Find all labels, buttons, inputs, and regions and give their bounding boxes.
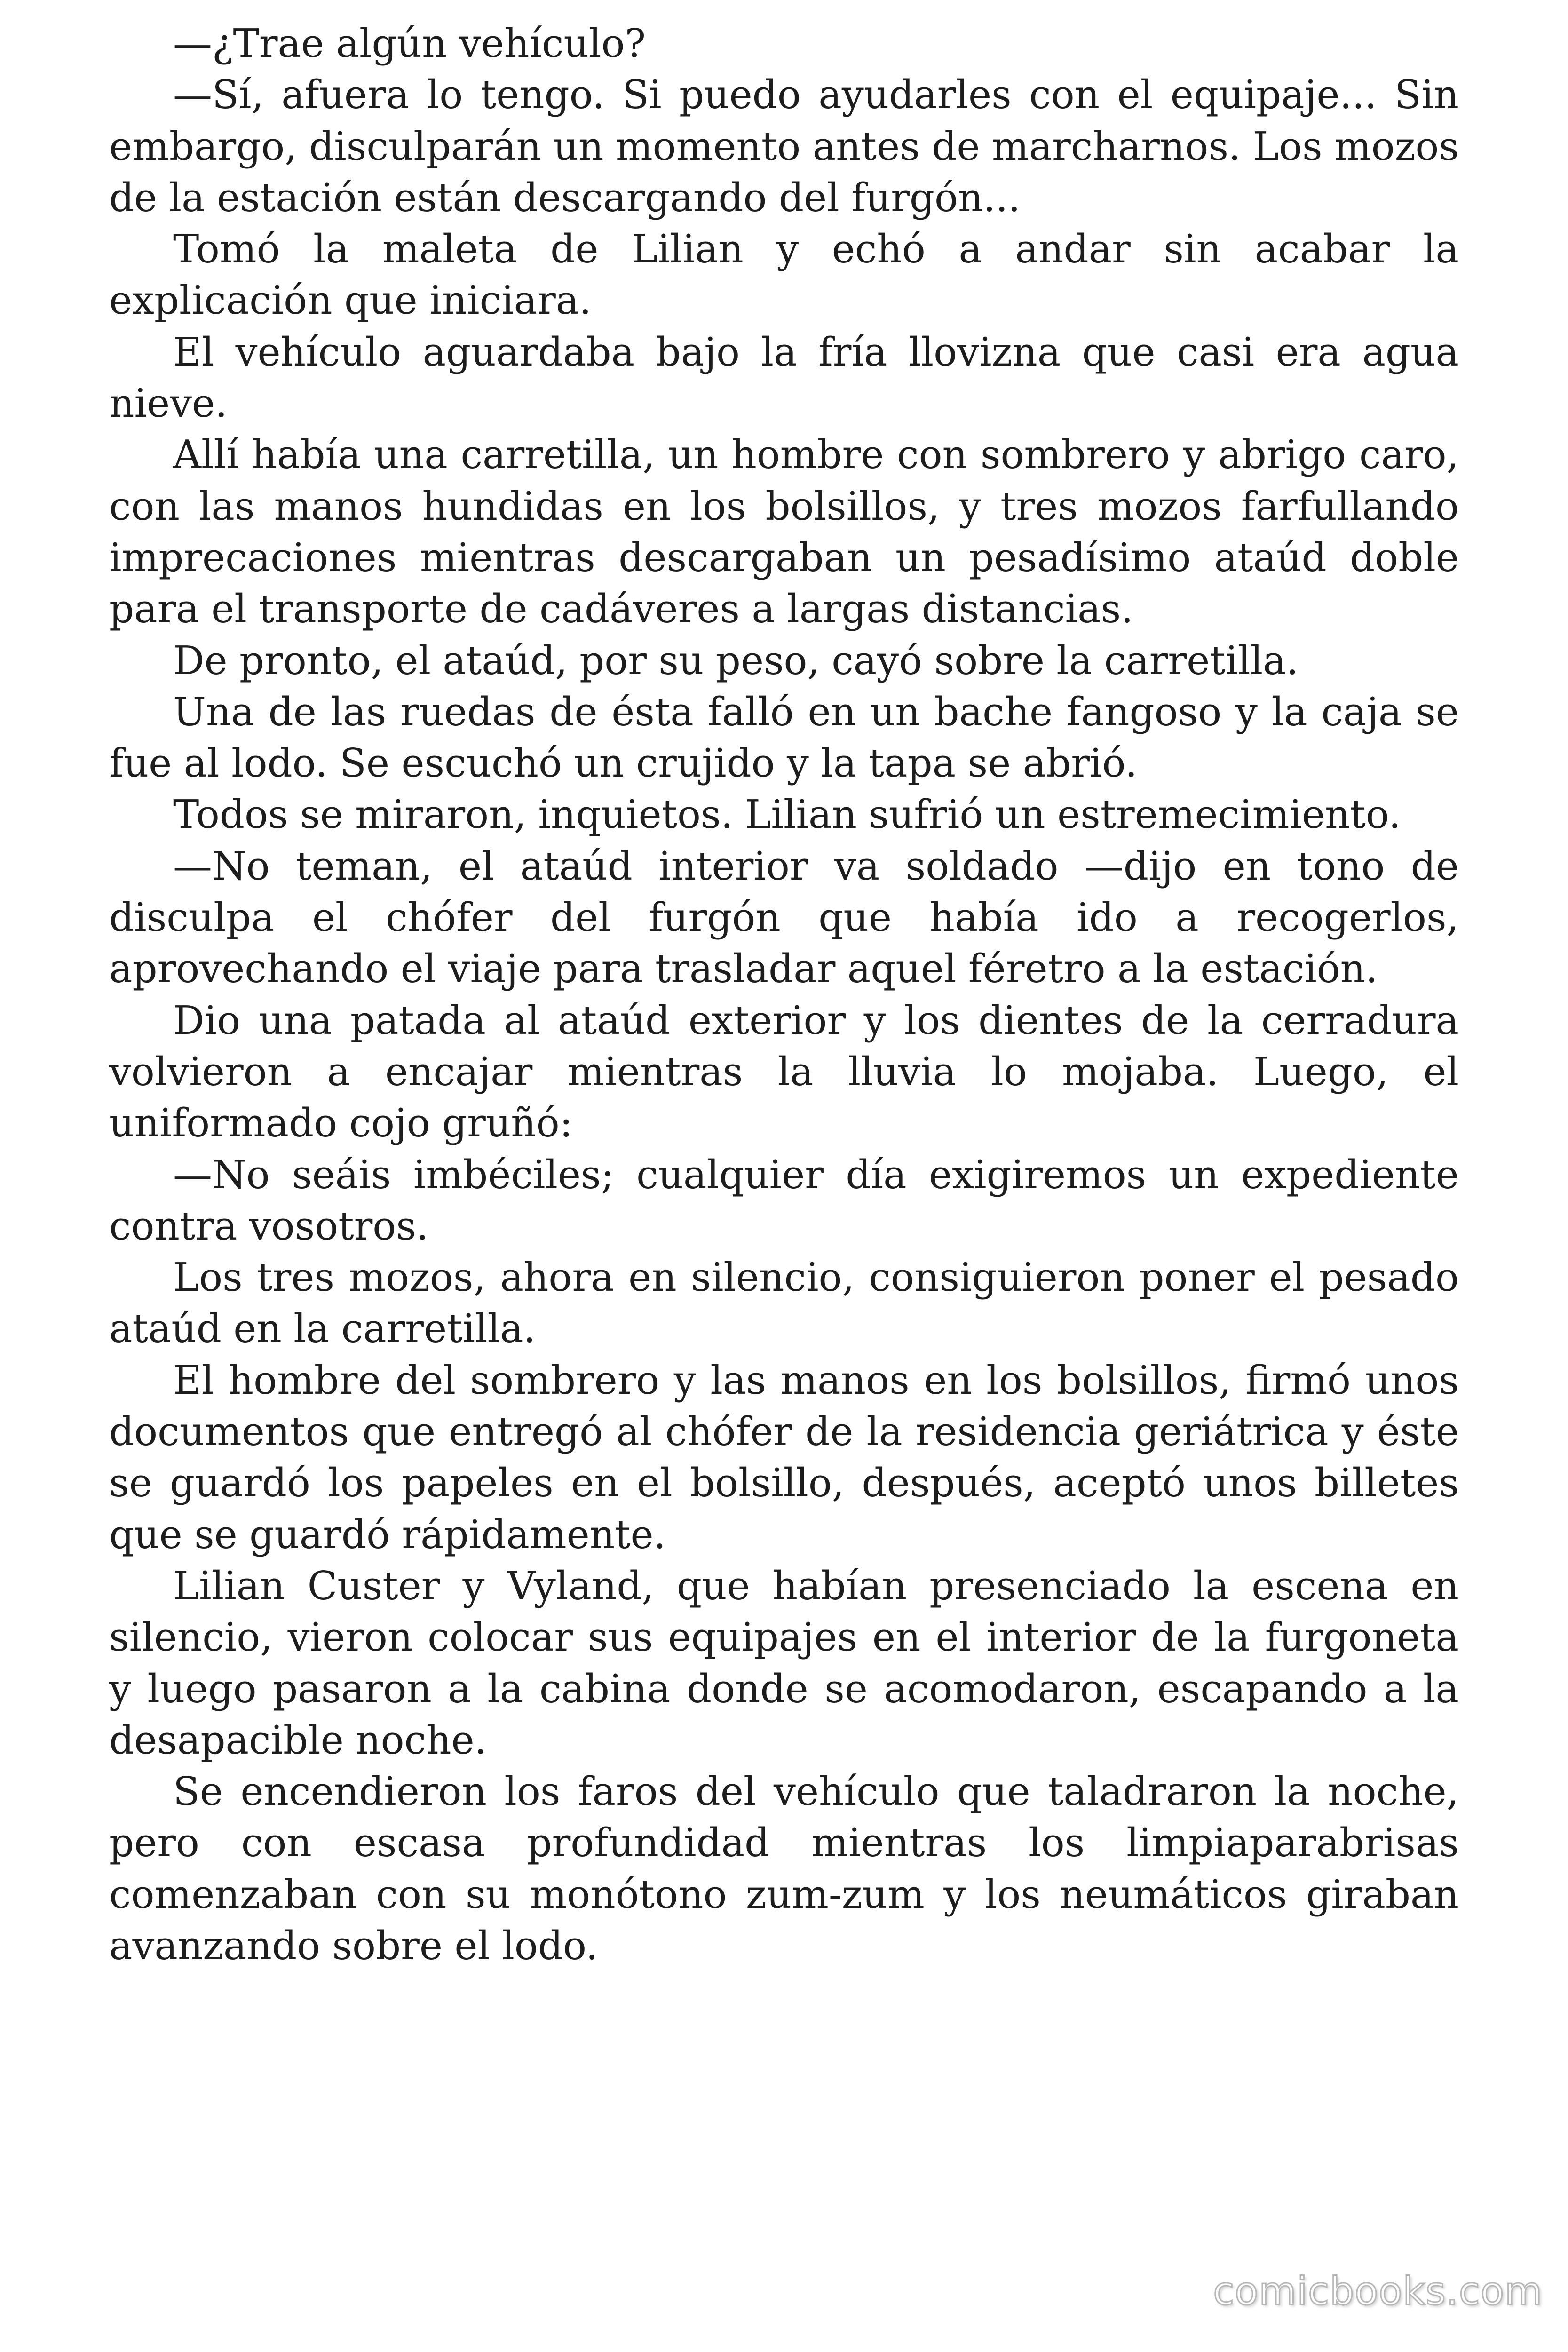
paragraph: El vehículo aguardaba bajo la fría llovizna que casi era agua nieve. <box>109 329 1459 427</box>
body-text <box>109 18 1459 1971</box>
paragraph: —No seáis imbéciles; cualquier día exigiremos un expediente contra vosotros. <box>109 1152 1459 1249</box>
paragraph: —No teman, el ataúd interior va soldado —dijo en tono de disculpa el chófer del furgón que había ido a recogerlos, aprovechando el viaje para trasladar aquel féretro a la estación. <box>109 843 1459 992</box>
paragraph: —Sí, afuera lo tengo. Si puedo ayudarles con el equipaje... Sin embargo, disculparán un momento antes de marcharnos. Los mozos de la estación están descargando del furgón... <box>109 72 1459 221</box>
paragraph: Tomó la maleta de Lilian y echó a andar sin acabar la explicación que iniciara. <box>109 226 1459 324</box>
paragraph: Los tres mozos, ahora en silencio, consiguieron poner el pesado ataúd en la carretilla. <box>109 1255 1459 1352</box>
paragraph: Allí había una carretilla, un hombre con sombrero y abrigo caro, con las manos hundidas en los bolsillos, y tres mozos farfullando imprecaciones mientras descargaban un pesadísimo ataúd doble para el transporte de cadáveres a largas distancias. <box>109 432 1459 632</box>
paragraph: Se encendieron los faros del vehículo que taladraron la noche, pero con escasa profundidad mientras los limpiaparabrisas comenzaban con su monótono zum-zum y los neumáticos giraban avanzando sobre el lodo. <box>109 1769 1459 1969</box>
paragraph: Lilian Custer y Vyland, que habían presenciado la escena en silencio, vieron colocar sus equipajes en el interior de la furgoneta y luego pasaron a la cabina donde se acomodaron, escapando a la desapacible noche. <box>109 1563 1459 1763</box>
paragraph: —¿Trae algún vehículo? <box>173 21 646 66</box>
paragraph: Dio una patada al ataúd exterior y los dientes de la cerradura volvieron a encajar mientras la lluvia lo mojaba. Luego, el uniformado cojo gruñó: <box>109 997 1459 1146</box>
paragraph: De pronto, el ataúd, por su peso, cayó sobre la carretilla. <box>173 637 1299 683</box>
paragraph: Una de las ruedas de ésta falló en un bache fangoso y la caja se fue al lodo. Se escuchó un crujido y la tapa se abrió. <box>109 689 1459 787</box>
paragraph: El hombre del sombrero y las manos en los bolsillos, firmó unos documentos que entregó al chófer de la residencia geriátrica y éste se guardó los papeles en el bolsillo, después, aceptó unos billetes que se guardó rápidamente. <box>109 1357 1459 1557</box>
watermark: comicbooks.com <box>1213 2269 1543 2314</box>
paragraph: Todos se miraron, inquietos. Lilian sufrió un estremecimiento. <box>173 792 1401 838</box>
